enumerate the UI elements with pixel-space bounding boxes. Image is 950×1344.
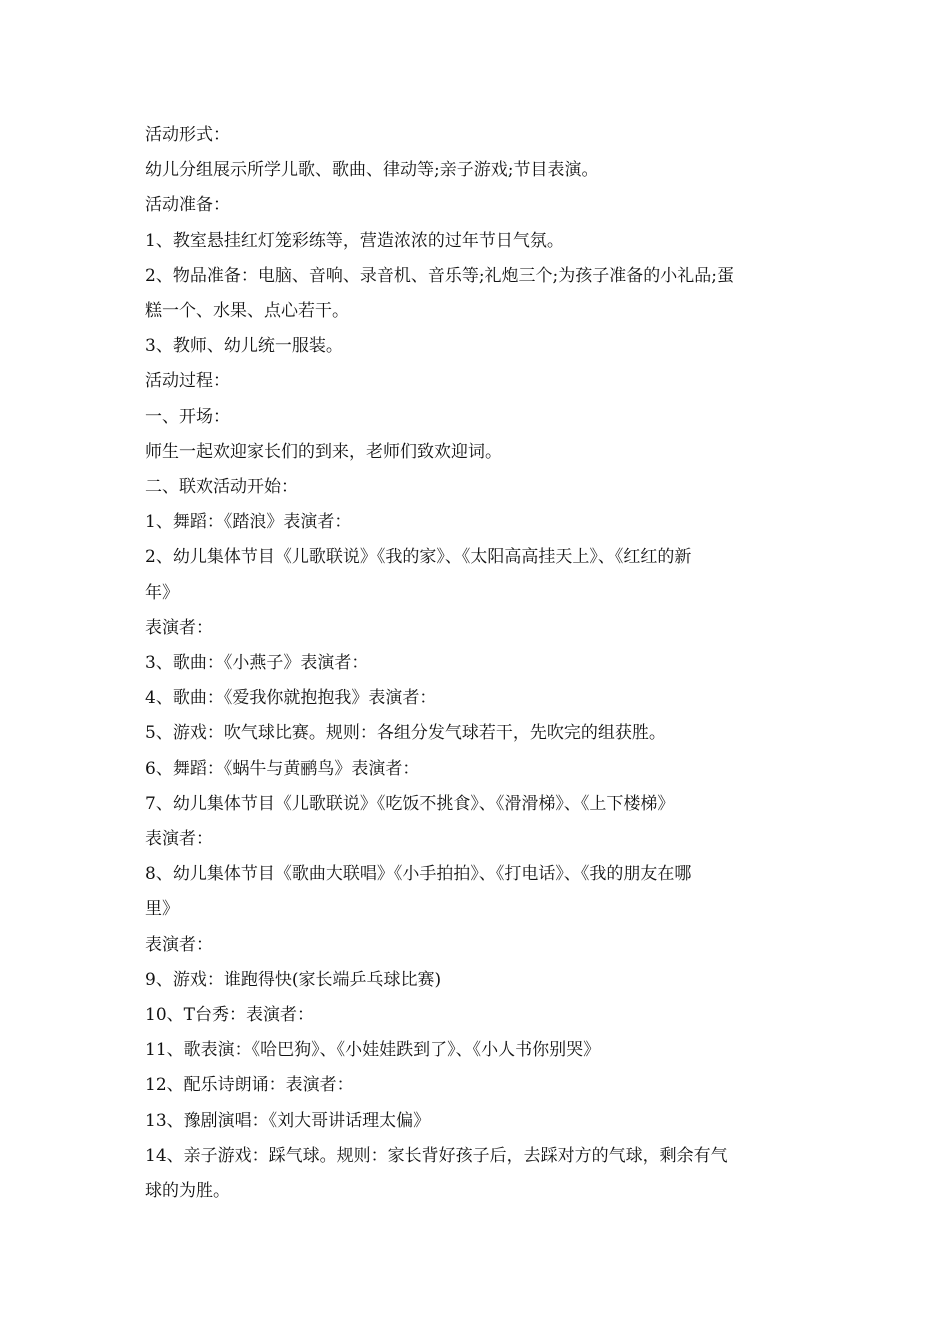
list-item: 6、舞蹈：《蜗牛与黄鹂鸟》表演者： bbox=[145, 758, 420, 779]
section-heading-preparation: 活动准备： bbox=[145, 195, 230, 216]
subsection-heading-party-start: 二、联欢活动开始： bbox=[145, 477, 298, 498]
list-item: 10、T台秀：表演者： bbox=[145, 1005, 314, 1026]
list-item: 1、舞蹈：《踏浪》表演者： bbox=[145, 512, 352, 533]
list-item: 2、物品准备：电脑、音响、录音机、音乐等;礼炮三个;为孩子准备的小礼品;蛋 bbox=[145, 265, 734, 286]
subsection-heading-opening: 一、开场： bbox=[145, 406, 230, 427]
section-heading-process: 活动过程： bbox=[145, 371, 230, 392]
list-item-continuation: 年》 bbox=[145, 582, 179, 603]
list-item: 3、教师、幼儿统一服装。 bbox=[145, 336, 343, 357]
list-item: 3、歌曲：《小燕子》表演者： bbox=[145, 653, 369, 674]
performer-line: 表演者： bbox=[145, 617, 213, 638]
list-item: 12、配乐诗朗诵：表演者： bbox=[145, 1075, 354, 1096]
list-item-continuation: 糕一个、水果、点心若干。 bbox=[145, 301, 349, 322]
list-item: 13、豫剧演唱：《刘大哥讲话理太偏》 bbox=[145, 1110, 431, 1131]
paragraph-line: 师生一起欢迎家长们的到来，老师们致欢迎词。 bbox=[145, 441, 502, 462]
performer-line: 表演者： bbox=[145, 829, 213, 850]
list-item: 1、教室悬挂红灯笼彩练等，营造浓浓的过年节日气氛。 bbox=[145, 230, 564, 251]
section-heading-form: 活动形式： bbox=[145, 125, 230, 145]
list-item: 8、幼儿集体节目《歌曲大联唱》《小手拍拍》、《打电话》、《我的朋友在哪 bbox=[145, 864, 692, 885]
list-item: 14、亲子游戏：踩气球。规则：家长背好孩子后，去踩对方的气球，剩余有气 bbox=[145, 1145, 728, 1166]
list-item: 11、歌表演：《哈巴狗》、《小娃娃跌到了》、《小人书你别哭》 bbox=[145, 1040, 601, 1061]
performer-line: 表演者： bbox=[145, 934, 213, 955]
paragraph-line: 幼儿分组展示所学儿歌、歌曲、律动等;亲子游戏;节目表演。 bbox=[145, 160, 599, 181]
list-item: 4、歌曲：《爱我你就抱抱我》表演者： bbox=[145, 688, 437, 709]
list-item: 7、幼儿集体节目《儿歌联说》《吃饭不挑食》、《滑滑梯》、《上下楼梯》 bbox=[145, 793, 675, 814]
document-body bbox=[145, 118, 810, 1209]
list-item: 9、游戏：谁跑得快(家长端乒乓球比赛) bbox=[145, 969, 442, 990]
list-item: 2、幼儿集体节目《儿歌联说》《我的家》、《太阳高高挂天上》、《红红的新 bbox=[145, 547, 692, 568]
list-item-continuation: 里》 bbox=[145, 899, 179, 920]
list-item: 5、游戏：吹气球比赛。规则：各组分发气球若干，先吹完的组获胜。 bbox=[145, 723, 666, 744]
list-item-continuation: 球的为胜。 bbox=[145, 1181, 230, 1202]
